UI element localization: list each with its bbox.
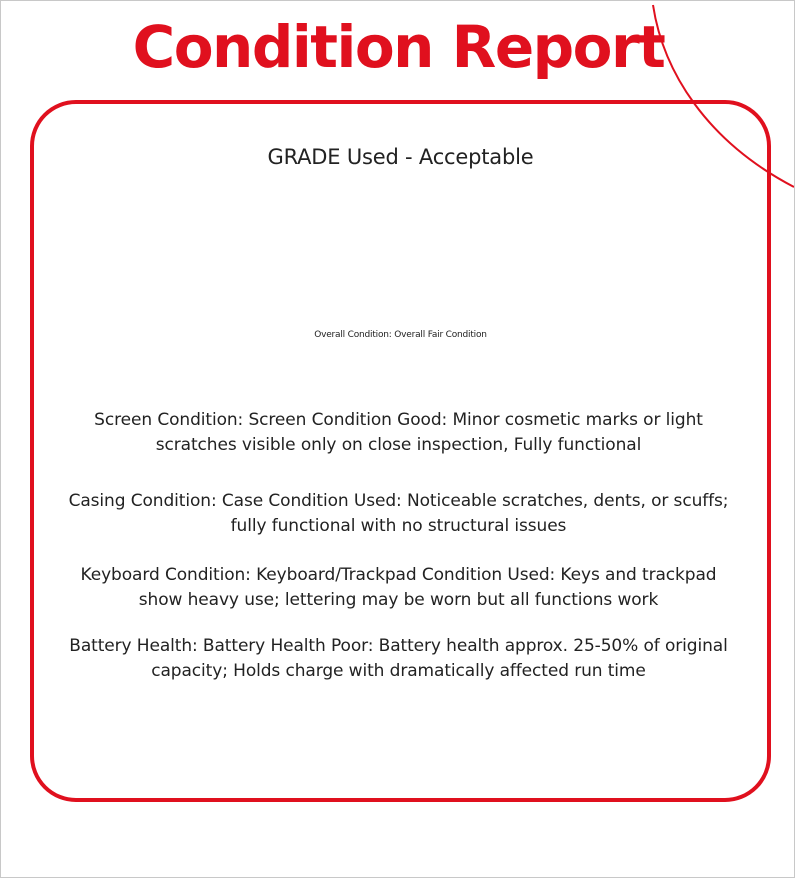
report-title: Condition Report [132,13,665,81]
overall-condition: Overall Condition: Overall Fair Condition [314,330,487,340]
screen-condition: Screen Condition: Screen Condition Good: Minor cosmetic marks or light scratches visible only on close inspection, Fully functional [94,410,703,455]
grade-label: GRADE Used - Acceptable [267,145,534,169]
keyboard-condition: Keyboard Condition: Keyboard/Trackpad Condition Used: Keys and trackpad show heavy use; lettering may be worn but all functions work [80,565,717,610]
battery-health: Battery Health: Battery Health Poor: Battery health approx. 25-50% of original capacity; Holds charge with dramatically affected run time [69,636,728,681]
casing-condition: Casing Condition: Case Condition Used: Noticeable scratches, dents, or scuffs; fully functional with no structural issues [68,491,729,536]
